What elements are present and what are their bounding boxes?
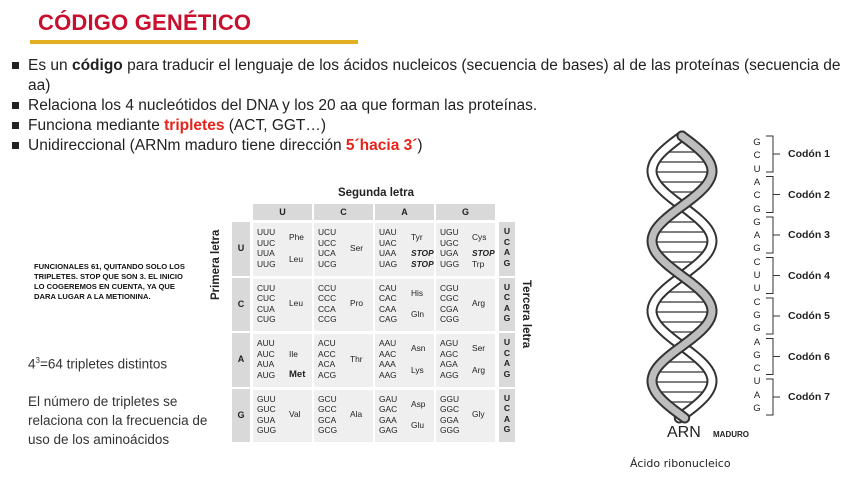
row-header: G <box>232 389 250 443</box>
codon-cell <box>374 222 435 277</box>
codon-bracket <box>766 217 780 253</box>
codon-cell <box>435 333 496 388</box>
codon-list <box>318 338 336 380</box>
third-letter: U <box>503 226 511 236</box>
codon-bracket <box>766 177 780 213</box>
codon: ACG <box>318 369 337 380</box>
codon: ACU <box>318 338 336 348</box>
codon-cell <box>252 278 313 333</box>
codon-cell <box>313 278 374 333</box>
codon-bracket <box>766 379 780 415</box>
rna-base: A <box>753 230 761 242</box>
codon-bracket <box>766 258 780 294</box>
bullet-emphasis: código <box>71 57 123 74</box>
rna-base: U <box>753 283 761 295</box>
codon: UAA <box>379 248 397 259</box>
codon: AGA <box>440 359 458 370</box>
amino-acid-label: Val <box>289 409 301 420</box>
codon-list <box>379 338 397 380</box>
codon-list <box>257 394 276 436</box>
stop-codon-label: STOP <box>411 258 434 269</box>
amino-acid-label: Lys <box>411 364 424 375</box>
bullet-emphasis: 5´hacia 3´ <box>345 137 418 154</box>
amino-acid-label: Pro <box>350 298 364 309</box>
codon-label: Codón 5 <box>788 310 830 322</box>
column-header: U <box>253 204 312 220</box>
codon-cell <box>313 222 374 277</box>
second-letter-label: Segunda letra <box>337 187 415 199</box>
row-header: U <box>232 222 250 276</box>
amino-acid-label: Leu <box>289 253 303 264</box>
amino-acid-label: Asp <box>411 398 426 409</box>
codon: UCA <box>318 248 336 259</box>
rna-base: C <box>753 256 761 268</box>
codon-label: Codón 3 <box>788 229 830 241</box>
codon: GCA <box>318 414 337 425</box>
codon: CUG <box>257 314 276 325</box>
bullet-marker <box>12 142 19 149</box>
first-letter-label: Primera letra <box>210 229 222 300</box>
codon: UCC <box>318 237 337 248</box>
bullet-text: (ACT, GGT…) <box>224 117 327 134</box>
codon: AUA <box>257 359 275 370</box>
codon-bracket <box>766 298 780 334</box>
third-letter: A <box>503 247 511 258</box>
codon: UGC <box>440 237 459 248</box>
codon-label: Codón 4 <box>788 269 830 282</box>
codon: AUU <box>257 338 275 348</box>
codon-list <box>318 283 337 325</box>
codon: CCG <box>318 314 337 325</box>
rna-base: A <box>753 176 761 188</box>
bullet-marker <box>12 122 19 129</box>
row-header: A <box>232 333 250 387</box>
codon-list <box>379 394 398 436</box>
rna-base: U <box>753 163 761 175</box>
bullet-emphasis: tripletes <box>164 117 225 134</box>
column-header: C <box>314 204 373 220</box>
codon-label: Codón 6 <box>788 350 830 363</box>
bullet-marker <box>12 102 19 109</box>
codon-label: Codón 2 <box>788 188 830 201</box>
bullet-text: ) <box>417 137 423 154</box>
bullet-item <box>10 56 842 96</box>
rna-base: G <box>753 203 761 215</box>
codon: GCG <box>318 425 338 436</box>
codon: UCG <box>318 258 337 269</box>
third-letter-cell <box>499 333 515 387</box>
codon: CGC <box>440 293 459 304</box>
bullet-item <box>10 96 842 116</box>
codon: UUU <box>257 227 276 237</box>
codon: CCU <box>318 282 337 293</box>
codon: GCU <box>318 393 337 404</box>
codon: GUC <box>257 404 276 415</box>
bullet-text: para traducir el lenguaje de los ácidos nucleicos (secuencia de bases) al de las proteínas (secuencia de aa) <box>28 57 841 94</box>
codon: GGC <box>440 404 460 415</box>
codon: UAG <box>379 258 398 269</box>
amino-acid-label: Thr <box>350 353 363 364</box>
rna-base: G <box>753 323 761 335</box>
codon-bracket <box>766 339 780 375</box>
amino-acid-label: Trp <box>472 258 485 269</box>
codon: UAC <box>379 237 397 248</box>
codon-cell <box>435 222 496 277</box>
codon: AGU <box>440 338 459 348</box>
bullet-text: Es un <box>28 57 72 74</box>
third-letter: G <box>503 368 511 379</box>
rna-helix-diagram <box>620 130 840 470</box>
column-header: G <box>436 204 495 220</box>
third-letter: C <box>503 347 511 358</box>
bullet-text: Relaciona los 4 nucleótidos del DNA y los 20 aa que forman las proteínas. <box>28 97 538 114</box>
arn-label: ARN <box>667 424 701 441</box>
rna-base: G <box>753 403 761 414</box>
codon: AAA <box>379 359 396 370</box>
codon: AAU <box>379 338 397 348</box>
codon-list <box>257 283 276 325</box>
amino-acid-label: Cys <box>472 232 487 243</box>
codon: CCA <box>318 303 336 314</box>
codon-label: Codón 7 <box>788 391 830 403</box>
third-letter: C <box>503 292 511 303</box>
rna-base: G <box>753 216 761 228</box>
codon: GAA <box>379 414 397 425</box>
amino-acid-label: Gly <box>472 409 485 420</box>
third-letter: G <box>503 424 511 435</box>
third-letter: U <box>503 337 511 347</box>
helix-strand-front-inner <box>652 136 712 418</box>
third-letter-cell <box>499 278 515 332</box>
genetic-code-table <box>232 204 520 444</box>
codon: AAC <box>379 348 397 359</box>
rna-base: C <box>753 296 761 308</box>
codon: CAG <box>379 314 398 325</box>
third-letter: A <box>503 358 511 369</box>
stop-codon-label: STOP <box>411 248 434 259</box>
third-letter: U <box>503 281 511 292</box>
amino-acid-label: Phe <box>289 232 304 243</box>
stop-codon-label: STOP <box>472 248 495 259</box>
amino-acid-label: Met <box>289 368 306 380</box>
codon: CGG <box>440 314 460 325</box>
codon-list <box>440 283 459 325</box>
codon: GAC <box>379 404 398 415</box>
codon-cell <box>435 389 496 444</box>
helix-caption: Ácido ribonucleico <box>630 457 731 470</box>
codon-cell <box>435 278 496 333</box>
codon: GAU <box>379 393 398 404</box>
maduro-label: MADURO <box>713 430 749 439</box>
bullet-text: Unidireccional (ARNm maduro tiene dirección <box>28 137 346 154</box>
triplet-text: =64 tripletes distintos <box>39 356 168 372</box>
third-letter: U <box>503 392 511 403</box>
third-letter: G <box>503 313 511 324</box>
codon: AGG <box>440 369 459 380</box>
rna-base: G <box>753 137 761 148</box>
amino-acid-label: Gln <box>411 309 425 319</box>
codon: GUA <box>257 414 276 425</box>
codon-list <box>440 227 459 269</box>
codon-cell <box>252 222 313 277</box>
codon-label: Codón 1 <box>788 148 830 160</box>
codon: GUG <box>257 425 277 436</box>
amino-acid-label: Glu <box>411 420 425 430</box>
codon-bracket <box>766 136 780 172</box>
codon: CGU <box>440 282 459 293</box>
amino-acid-label: Ala <box>350 409 363 420</box>
codon-list <box>440 394 460 436</box>
codon-cell <box>252 389 313 444</box>
amino-acid-label: Asn <box>411 343 426 354</box>
codon: UGU <box>440 227 459 237</box>
rna-base: A <box>753 389 761 401</box>
third-letter: C <box>503 236 511 247</box>
codon-cell <box>252 333 313 388</box>
row-header: C <box>232 278 250 332</box>
codon: GAG <box>379 425 398 436</box>
codon: UAU <box>379 227 397 237</box>
codon: UGA <box>440 248 459 259</box>
rna-base: G <box>753 243 761 255</box>
codon: AUG <box>257 369 276 380</box>
third-letter: A <box>503 302 511 313</box>
rna-base: A <box>753 336 761 348</box>
amino-acid-label: Leu <box>289 298 303 309</box>
codon: UUC <box>257 237 276 248</box>
triplet-exponent: 3 <box>35 356 40 365</box>
codon: UUG <box>257 258 276 269</box>
codon: GGG <box>440 425 460 436</box>
amino-acid-label: Ile <box>289 348 298 359</box>
amino-acid-label: His <box>411 287 424 298</box>
codon-list <box>318 227 337 269</box>
third-letter: G <box>503 257 511 268</box>
codon-list <box>440 338 459 380</box>
triplet-base: 4 <box>28 356 36 372</box>
codon: UUA <box>257 248 275 259</box>
codon-cell <box>374 333 435 388</box>
amino-acid-label: Tyr <box>411 232 423 243</box>
codon-cell <box>374 278 435 333</box>
frequency-note: El número de tripletes se relaciona con la frecuencia de uso de los aminoácidos <box>28 394 208 447</box>
codon: CAA <box>379 303 397 314</box>
slide-title: CÓDIGO GENÉTICO <box>38 10 252 35</box>
helix-svg <box>620 130 840 470</box>
rna-base: C <box>753 150 761 162</box>
rna-base: U <box>753 270 761 281</box>
codon: CAC <box>379 293 397 304</box>
codon-cell <box>313 333 374 388</box>
codon-list <box>379 227 397 269</box>
codon: UCU <box>318 227 337 237</box>
rna-base: U <box>753 376 761 388</box>
codon: GCC <box>318 404 337 415</box>
codon: CUC <box>257 293 276 304</box>
side-note: FUNCIONALES 61, QUITANDO SOLO LOS TRIPLETES. STOP QUE SON 3. EL INICIO LO COGEREMOS EN CUENTA, YA QUE DARA LUGAR A LA METIONINA. <box>34 262 185 301</box>
amino-acid-label: Ser <box>472 343 486 354</box>
codon-cell <box>313 389 374 444</box>
codon: AUC <box>257 348 275 359</box>
codon-list <box>257 227 276 269</box>
table-corner <box>232 204 252 220</box>
codon: CUA <box>257 303 275 314</box>
bullet-text: Funciona mediante <box>28 117 165 134</box>
codon: AGC <box>440 348 459 359</box>
third-letter: C <box>503 403 511 414</box>
rna-base: G <box>753 309 761 321</box>
amino-acid-label: Arg <box>472 298 486 309</box>
column-header: A <box>375 204 434 220</box>
codon: UGG <box>440 258 460 269</box>
codon: GGU <box>440 393 460 404</box>
third-letter: A <box>503 413 511 424</box>
codon: CUU <box>257 282 276 293</box>
bullet-marker <box>12 62 19 69</box>
codon: ACA <box>318 359 336 370</box>
title-underline <box>30 40 358 44</box>
rna-base: G <box>753 349 761 361</box>
amino-acid-label: Arg <box>472 364 486 375</box>
rna-base: C <box>753 190 761 202</box>
codon-cell <box>374 389 435 444</box>
codon: CGA <box>440 303 459 314</box>
third-letter-cell <box>499 222 515 276</box>
codon: CAU <box>379 282 397 293</box>
codon: GUU <box>257 393 276 404</box>
amino-acid-label: Ser <box>350 242 364 253</box>
triplet-count <box>28 356 167 372</box>
codon: ACC <box>318 348 336 359</box>
codon: CCC <box>318 293 337 304</box>
codon-list <box>379 283 397 325</box>
rna-base: C <box>753 363 761 375</box>
third-letter-cell <box>499 389 515 443</box>
codon-list <box>318 394 337 436</box>
codon: AAG <box>379 369 397 380</box>
codon-list <box>257 338 275 380</box>
third-letter-label: Tercera letra <box>520 280 532 349</box>
codon: GGA <box>440 414 459 425</box>
